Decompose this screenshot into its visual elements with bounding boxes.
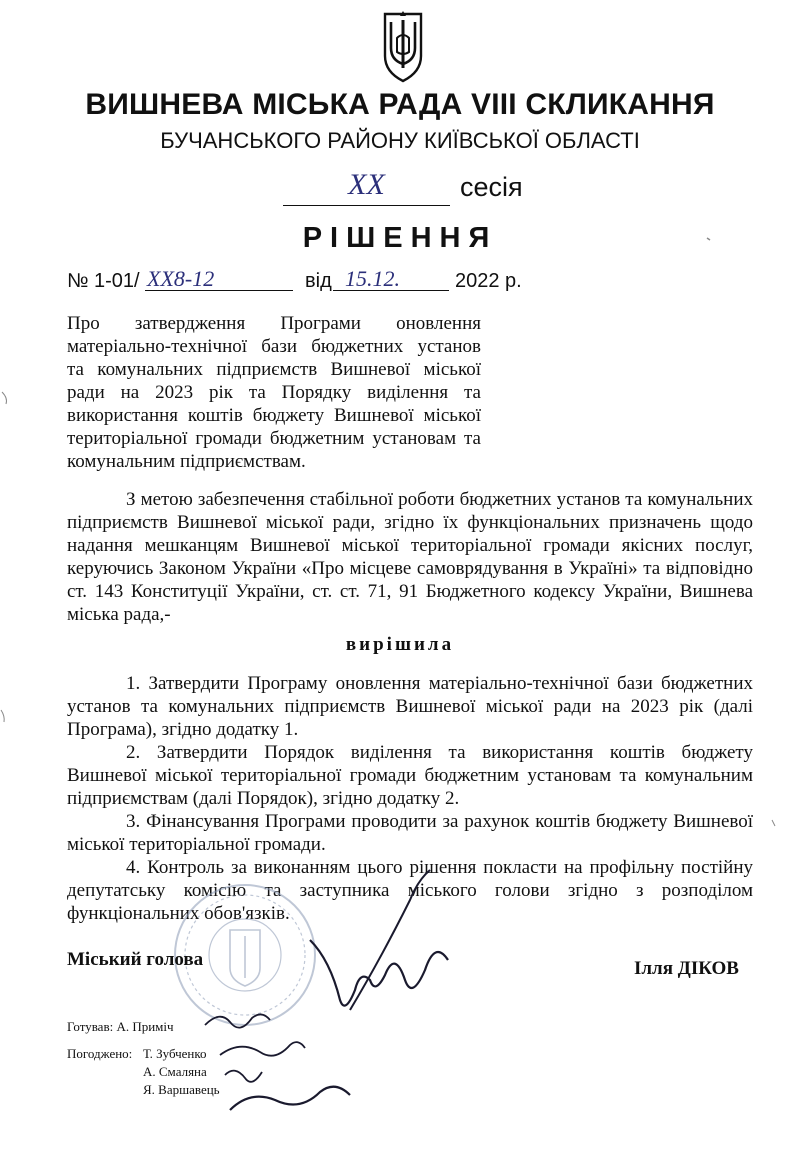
preamble-line: ст. 143 Конституції України, ст. ст. 71, 91 Бюджетного кодексу України, Вишнева — [67, 581, 753, 602]
approver-name: Я. Варшавець — [143, 1082, 220, 1097]
preamble-line: З метою забезпечення стабільної роботи бюджетних установ та комунальних — [126, 489, 753, 510]
agreed-label: Погоджено: — [67, 1046, 133, 1061]
subject-line: Про затвердження Програми оновлення — [67, 313, 481, 334]
mayor-name: Ілля ДІКОВ — [634, 958, 739, 979]
preamble-line: підприємств Вишневої міської ради, згідно їх функціональних призначень щодо — [67, 512, 753, 533]
date-label: від — [305, 270, 332, 292]
item-line: установ та комунальних підприємств Вишневої міської ради на 2023 рік (далі — [67, 696, 753, 717]
preamble-paragraph — [67, 488, 753, 626]
prepared-by: Готував: А. Приміч — [67, 1019, 174, 1034]
item-line: функціональних обов'язків. — [67, 903, 290, 924]
item-line: міської територіальної громади. — [67, 834, 326, 855]
preamble-line: надання мешканцям Вишневої міської територіальної громади якісних послуг, — [67, 535, 753, 556]
date-year: 2022 р. — [455, 270, 522, 292]
subject-line: територіальної громади бюджетним установам та — [67, 428, 481, 449]
session-number-handwritten: XX — [348, 168, 385, 201]
session-underline — [283, 205, 450, 206]
mayor-title: Міський голова — [67, 949, 204, 970]
council-subtitle: БУЧАНСЬКОГО РАЙОНУ КИЇВСЬКОЇ ОБЛАСТІ — [160, 128, 640, 153]
preamble-line: керуючись Законом України «Про місцеве самоврядування в Україні» та відповідно — [67, 558, 753, 579]
date-handwritten: 15.12. — [345, 266, 400, 291]
decision-subject — [67, 312, 481, 473]
date-underline — [333, 290, 449, 291]
subject-line: матеріально-технічної бази бюджетних установ — [67, 336, 481, 357]
session-label: сесія — [460, 172, 523, 202]
trident-emblem-icon — [381, 8, 425, 84]
approver-name: Т. Зубченко — [143, 1046, 207, 1061]
item-line: 1. Затвердити Програму оновлення матеріально-технічної бази бюджетних — [126, 673, 753, 694]
subject-line: використання коштів бюджету Вишневої міської — [67, 405, 481, 426]
decision-number-underline — [145, 290, 293, 291]
subject-line: ради на 2023 рік та Порядку виділення та — [67, 382, 481, 403]
preamble-line: міська рада,- — [67, 604, 171, 625]
item-line: Вишневої міської територіальної громади бюджетним установам та комунальним — [67, 765, 753, 786]
item-line: Програма), згідно додатку 1. — [67, 719, 299, 740]
handwritten-signatures-icon — [180, 840, 480, 1140]
resolved-heading: вирішила — [345, 634, 455, 655]
decision-number-prefix: № 1-01/ — [67, 270, 140, 292]
council-title: ВИШНЕВА МІСЬКА РАДА VIII СКЛИКАННЯ — [85, 88, 715, 121]
item-line: 3. Фінансування Програми проводити за рахунок коштів бюджету Вишневої — [126, 811, 753, 832]
decision-number-handwritten: XX8-12 — [147, 266, 215, 291]
item-line: депутатську комісію та заступника міського голови згідно з розподілом — [67, 880, 753, 901]
item-line: 2. Затвердити Порядок виділення та використання коштів бюджету — [126, 742, 753, 763]
decision-heading: РІШЕННЯ — [302, 222, 498, 254]
approver-name: А. Смаляна — [143, 1064, 207, 1079]
item-line: підприємствам (далі Порядок), згідно додатку 2. — [67, 788, 460, 809]
subject-line: комунальним підприємствам. — [67, 451, 306, 472]
item-line: 4. Контроль за виконанням цього рішення покласти на профільну постійну — [126, 857, 753, 878]
subject-line: та комунальних підприємств Вишневої міської — [67, 359, 481, 380]
